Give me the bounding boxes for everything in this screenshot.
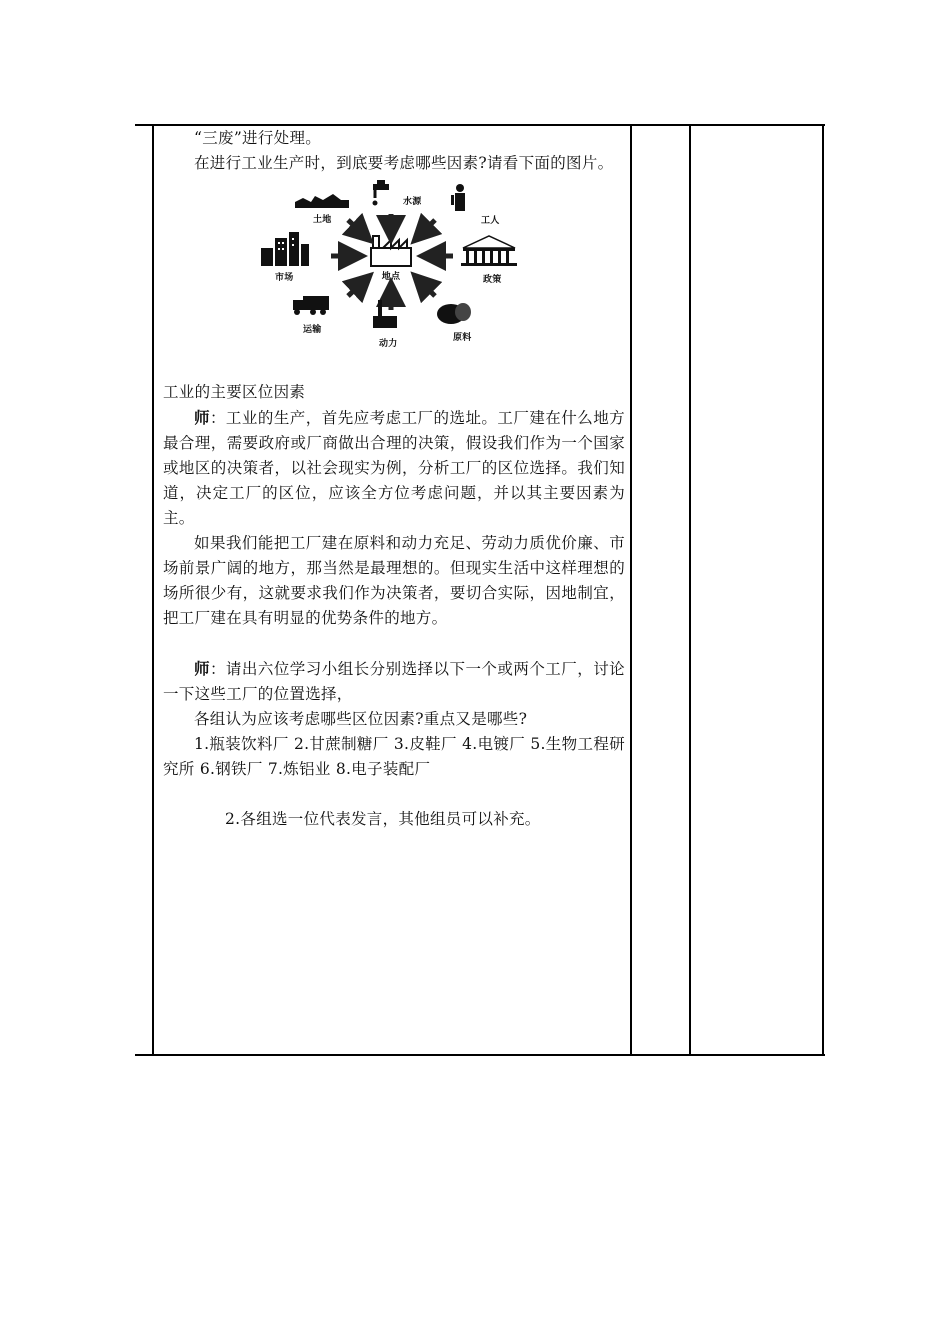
paragraph-teacher-2 — [163, 656, 625, 707]
table-bottom-border — [135, 1054, 825, 1056]
arrow-land — [348, 220, 363, 234]
policy-building-icon — [461, 236, 517, 266]
arrow-transport — [348, 282, 363, 296]
arrow-material — [421, 282, 435, 296]
group-speech-text: 2.各组选一位代表发言，其他组员可以补充。 — [225, 810, 541, 828]
arrow-worker — [421, 220, 435, 234]
market-icon — [261, 232, 309, 266]
center-label: 地点 — [381, 272, 401, 282]
teacher-text-2: ：请出六位学习小组长分别选择以下一个或两个工厂，讨论一下这些工厂的位置选择， — [163, 660, 625, 703]
raw-material-icon — [437, 303, 471, 324]
paragraph-group-question: 各组认为应该考虑哪些区位因素?重点又是哪些? — [194, 710, 528, 728]
paragraph-question: 在进行工业生产时，到底要考虑哪些因素?请看下面的图片。 — [194, 154, 614, 172]
table-divider-1 — [630, 124, 632, 1056]
table-divider-2 — [689, 124, 691, 1056]
teacher-text-1: ：工业的生产，首先应考虑工厂的选址。工厂建在什么地方最合理，需要政府或厂商做出合理的决策，假设我们作为一个国家或地区的决策者，以社会现实为例，分析工厂的区位选择。我们知道，决定工厂的区位，应该全方位考虑问题，并以其主要因素为主。 — [163, 409, 625, 527]
figure-caption: 工业的主要区位因素 — [163, 383, 306, 401]
table-left-border — [152, 124, 154, 1056]
blank-line — [163, 631, 625, 656]
lesson-content — [163, 126, 625, 832]
paragraph-teacher-1 — [163, 405, 625, 531]
location-factors-diagram — [163, 178, 625, 378]
paragraph-group-speech — [163, 807, 625, 832]
worker-icon — [451, 184, 465, 211]
speaker-teacher: 师 — [194, 408, 210, 427]
paragraph-ideal-location: 如果我们能把工厂建在原料和动力充足、劳动力质优价廉、市场前景广阔的地方，那当然是最理想的。但现实生活中这样理想的场所很少有，这就要求我们作为决策者，要切合实际，因地制宜，把工厂建在具有明显的优势条件的地方。 — [163, 534, 625, 627]
label-water: 水源 — [403, 197, 422, 207]
blank-line — [163, 782, 625, 807]
factory-icon — [371, 236, 411, 266]
label-worker: 工人 — [481, 216, 500, 226]
label-transport: 运输 — [303, 325, 322, 335]
paragraph-three-wastes: “三废”进行处理。 — [194, 129, 322, 147]
water-tap-icon — [373, 180, 390, 206]
table-right-border — [822, 124, 824, 1056]
paragraph-factory-list: 1.瓶装饮料厂 2.甘蔗制糖厂 3.皮鞋厂 4.电镀厂 5.生物工程研究所 6.钢铁厂 7.炼铝业 8.电子装配厂 — [163, 735, 625, 778]
label-land: 土地 — [313, 215, 332, 225]
speaker-teacher: 师 — [194, 659, 210, 678]
land-icon — [295, 194, 349, 208]
truck-icon — [293, 296, 329, 315]
label-power: 动力 — [379, 339, 398, 349]
label-policy: 政策 — [483, 275, 502, 285]
location-factors-figure — [163, 178, 625, 378]
factor-arrows — [331, 214, 453, 310]
label-market: 市场 — [275, 273, 294, 283]
label-material: 原料 — [453, 333, 472, 343]
